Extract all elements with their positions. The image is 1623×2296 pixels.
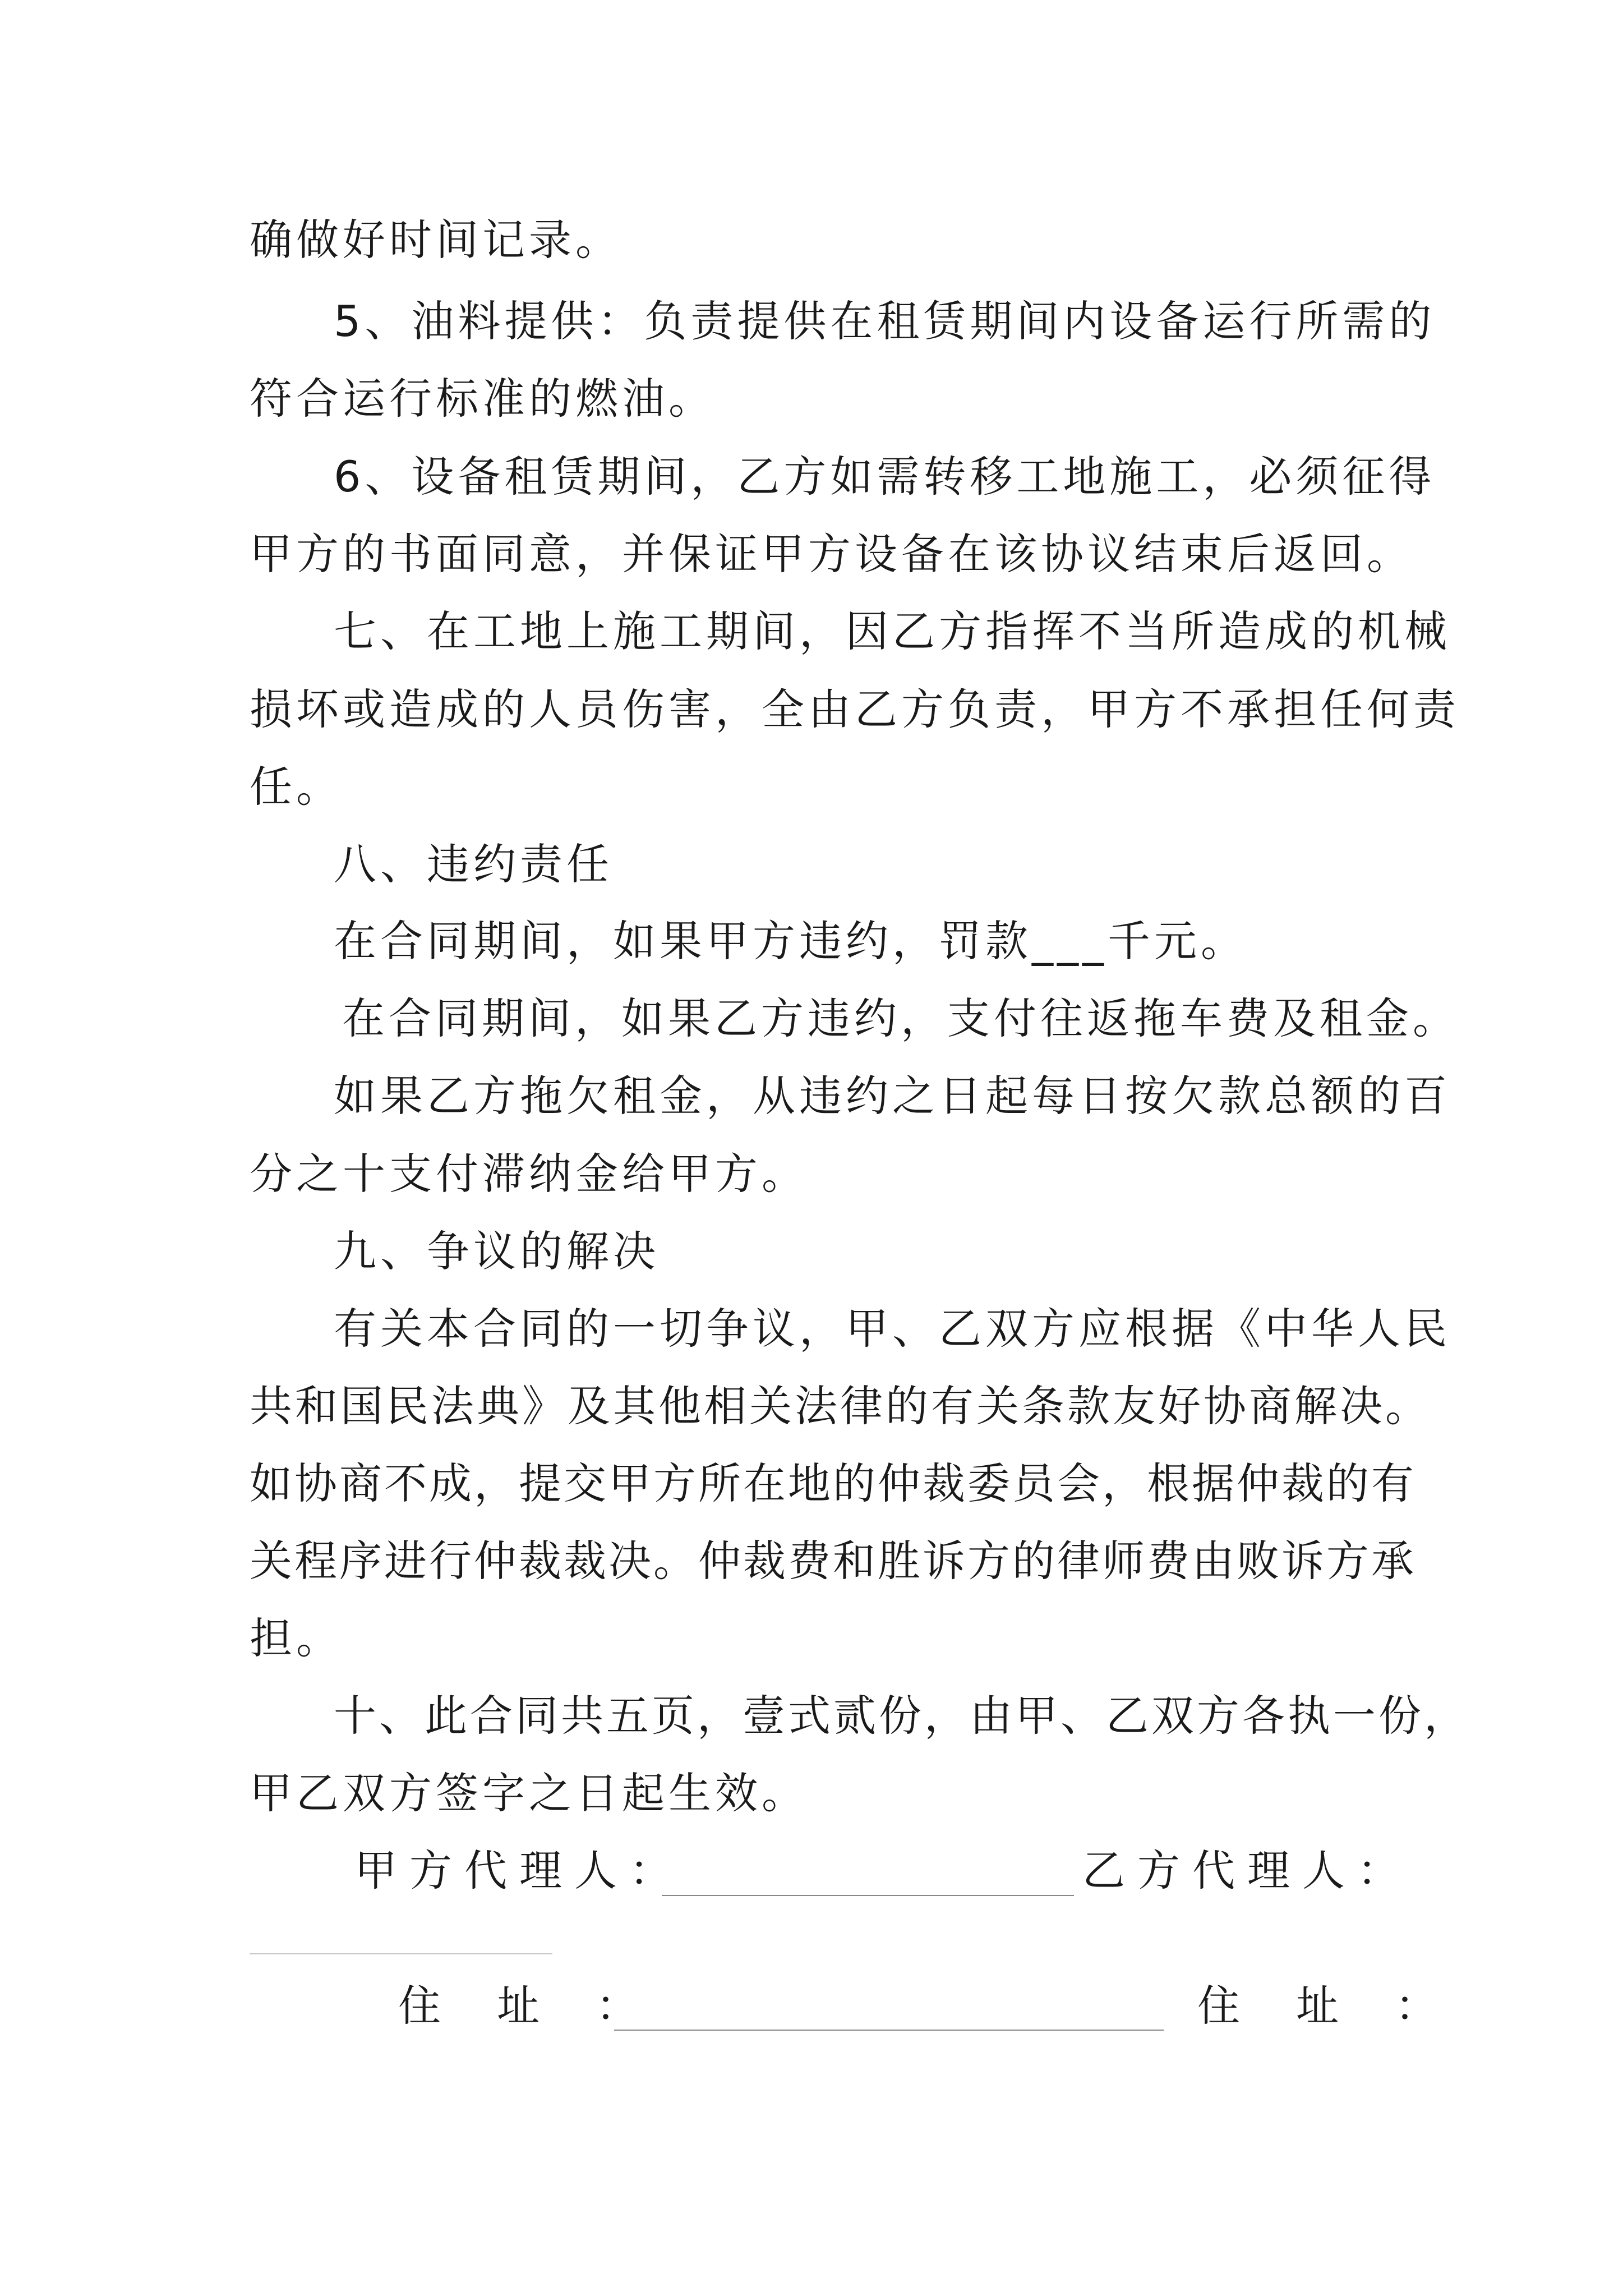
text-line: 任。	[250, 762, 343, 812]
text-line: 甲方的书面同意，并保证甲方设备在该协议结束后返回。	[250, 529, 1413, 579]
text-line: 在合同期间，如果甲方违约，罚款___千元。	[334, 916, 1247, 966]
text-line: 担。	[250, 1613, 343, 1663]
text-line: 有关本合同的一切争议，甲、乙双方应根据《中华人民	[334, 1304, 1451, 1354]
address-a-label: 住 址 ：	[398, 1981, 660, 2031]
text-line: 符合运行标准的燃油。	[250, 374, 715, 424]
address-a-blank	[614, 2030, 1164, 2031]
text-line: 十、此合同共五页，壹式贰份，由甲、乙双方各执一份，	[334, 1691, 1469, 1741]
text-line: 如协商不成，提交甲方所在地的仲裁委员会，根据仲裁的有	[250, 1458, 1416, 1508]
footnote-rule	[250, 1953, 552, 1954]
text-line: 5、油料提供：负责提供在租赁期间内设备运行所需的	[334, 296, 1436, 346]
section-heading: 九、争议的解决	[334, 1226, 660, 1276]
text-line: 损坏或造成的人员伤害，全由乙方负责，甲方不承担任何责	[250, 684, 1460, 734]
party-a-agent-label: 甲方代理人：	[354, 1846, 684, 1895]
text-line: 6、设备租赁期间，乙方如需转移工地施工，必须征得	[334, 452, 1436, 501]
address-b-label: 住 址 ：	[1197, 1981, 1459, 2031]
text-line: 如果乙方拖欠租金，从违约之日起每日按欠款总额的百	[334, 1071, 1451, 1121]
text-line: 在合同期间，如果乙方违约，支付往返拖车费及租金。	[342, 993, 1459, 1043]
section-heading: 八、违约责任	[334, 839, 613, 889]
text-line: 甲乙双方签字之日起生效。	[250, 1768, 808, 1818]
party-a-agent-blank	[662, 1895, 1074, 1896]
text-line: 分之十支付滞纳金给甲方。	[250, 1149, 808, 1199]
text-line: 七、在工地上施工期间，因乙方指挥不当所造成的机械	[334, 606, 1451, 656]
party-b-agent-label: 乙方代理人：	[1082, 1846, 1412, 1895]
text-line: 共和国民法典》及其他相关法律的有关条款友好协商解决。	[250, 1381, 1431, 1431]
text-line: 关程序进行仲裁裁决。仲裁费和胜诉方的律师费由败诉方承	[250, 1536, 1416, 1586]
text-line: 确做好时间记录。	[250, 215, 622, 265]
